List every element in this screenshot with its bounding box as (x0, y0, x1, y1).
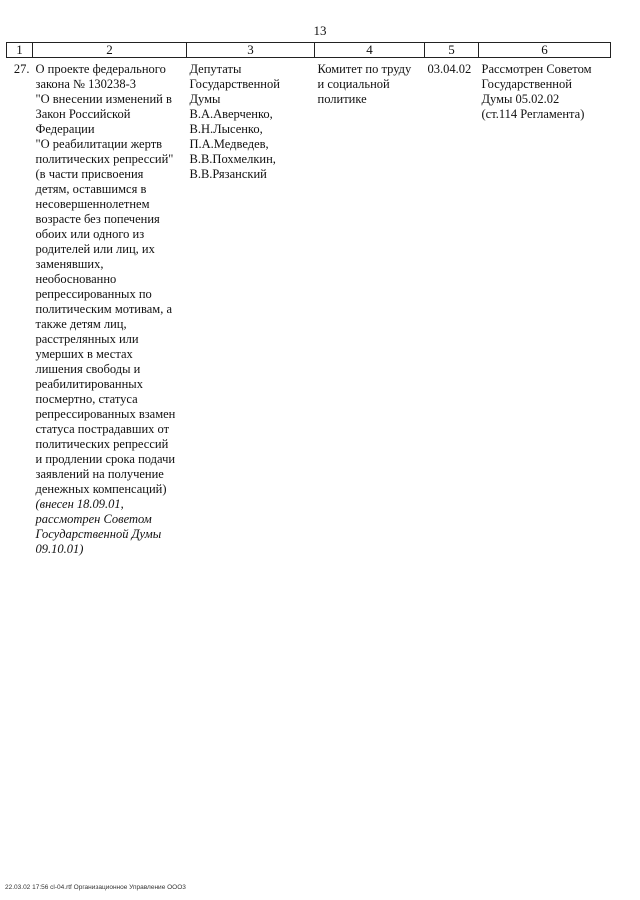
committee-line: Комитет по труду (317, 62, 412, 76)
bill-subject-line: заменявших, (35, 257, 104, 271)
bill-subject-line: О проекте федерального (35, 62, 166, 76)
bill-subject-line: статуса пострадавших от (35, 422, 170, 436)
committee-cell (315, 58, 425, 558)
column-header-1: 1 (7, 43, 33, 58)
author-line: В.В.Рязанский (189, 167, 267, 181)
row-number: 27. (13, 62, 30, 76)
author-line: Депутаты (189, 62, 242, 76)
bill-subject-line: политическим мотивам, а (35, 302, 172, 316)
bill-subject-line: заявлений на получение (35, 467, 164, 481)
date-cell: 03.04.02 (427, 62, 472, 76)
bill-subject-line: необоснованно (35, 272, 117, 286)
bill-subject-line: расстрелянных или (35, 332, 139, 346)
result-line: (ст.114 Регламента) (481, 107, 585, 121)
bills-table (6, 42, 611, 557)
author-line: Думы (189, 92, 221, 106)
column-header-2: 2 (33, 43, 187, 58)
bill-subject-line: реабилитированных (35, 377, 143, 391)
bill-subject-line: "О внесении изменений в (35, 92, 172, 106)
bill-subject-line: также детям лиц, (35, 317, 127, 331)
bill-note-line: (внесен 18.09.01, (35, 497, 124, 511)
column-number-header-row (7, 43, 611, 58)
table-row (7, 58, 611, 558)
column-header-3: 3 (187, 43, 315, 58)
bill-subject-line: "О реабилитации жертв (35, 137, 163, 151)
bill-subject-line: обоих или одного из (35, 227, 145, 241)
bill-subject-line: (в части присвоения (35, 167, 144, 181)
bill-subject-line: репрессированных взамен (35, 407, 176, 421)
document-footer: 22.03.02 17:56 cl-04.rtf Организационное Управление ООО3 (5, 884, 186, 891)
result-line: Государственной (481, 77, 572, 91)
result-line: Думы 05.02.02 (481, 92, 560, 106)
result-line: Рассмотрен Советом (481, 62, 592, 76)
bill-subject-cell (33, 58, 187, 558)
bill-subject-line: несовершеннолетнем (35, 197, 150, 211)
bill-subject-line: посмертно, статуса (35, 392, 138, 406)
page-number: 13 (313, 23, 327, 38)
result-text (482, 62, 609, 122)
committee-line: политике (317, 92, 367, 106)
bill-subject-line: умерших в местах (35, 347, 133, 361)
column-header-4: 4 (315, 43, 425, 58)
bill-note-line: Государственной Думы (35, 527, 162, 541)
column-header-6: 6 (479, 43, 611, 58)
bill-note-line: рассмотрен Советом (35, 512, 152, 526)
bill-subject-line: родителей или лиц, их (35, 242, 155, 256)
author-line: В.А.Аверченко, (189, 107, 273, 121)
bill-note-line: 09.10.01) (35, 542, 84, 556)
result-cell (479, 58, 611, 558)
author-line: В.В.Похмелкин, (189, 152, 276, 166)
bill-subject-line: лишения свободы и (35, 362, 141, 376)
column-header-5: 5 (425, 43, 479, 58)
bill-subject-line: Федерации (35, 122, 95, 136)
bill-subject-line: денежных компенсаций) (35, 482, 167, 496)
bill-subject-line: политических репрессий (35, 437, 169, 451)
bill-subject-line: возрасте без попечения (35, 212, 160, 226)
bill-subject-line: детям, оставшимся в (35, 182, 147, 196)
author-line: П.А.Медведев, (189, 137, 269, 151)
author-line: В.Н.Лысенко, (189, 122, 263, 136)
bill-subject-line: репрессированных по (35, 287, 152, 301)
authors-text (190, 62, 313, 182)
authors-cell (187, 58, 315, 558)
author-line: Государственной (189, 77, 280, 91)
bill-subject-note (36, 497, 185, 557)
committee-line: и социальной (317, 77, 390, 91)
bill-subject-line: и продлении срока подачи (35, 452, 176, 466)
bill-subject-line: Закон Российской (35, 107, 131, 121)
committee-text (318, 62, 423, 107)
bill-subject-line: политических репрессий" (35, 152, 174, 166)
bill-subject-text (36, 62, 185, 497)
bill-subject-line: закона № 130238-3 (35, 77, 137, 91)
